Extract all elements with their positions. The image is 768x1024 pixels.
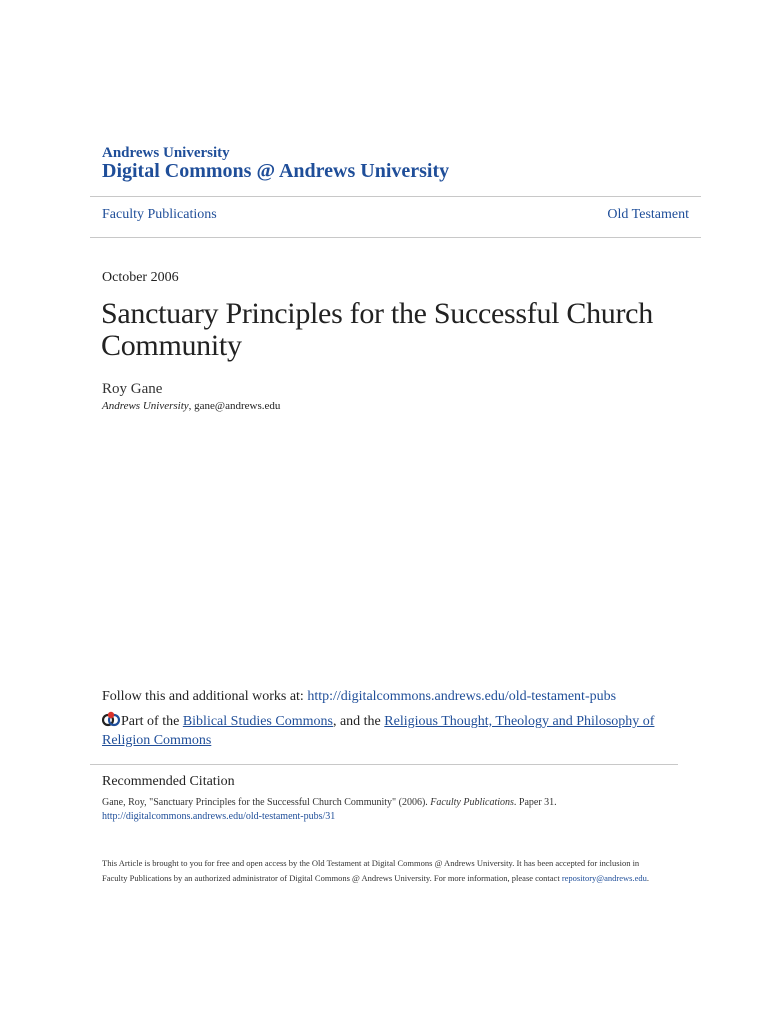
header-divider-bottom — [90, 237, 701, 238]
religious-thought-commons-link[interactable]: Religious Thought, Theology and Philosophy of Religion Commons — [102, 714, 655, 748]
header-divider-top — [90, 196, 701, 197]
institution-name: Andrews University — [102, 145, 230, 161]
citation-paper: . Paper 31. — [513, 797, 557, 808]
citation-series: Faculty Publications — [430, 797, 514, 808]
citation-block — [102, 796, 682, 824]
part-of-prefix: Part of the — [121, 714, 183, 729]
author-affiliation — [102, 400, 280, 412]
affiliation-institution: Andrews University — [102, 400, 189, 412]
citation-text: Gane, Roy, "Sanctuary Principles for the Successful Church Community" (2006). — [102, 797, 431, 808]
follow-url-link[interactable]: http://digitalcommons.andrews.edu/old-testament-pubs — [307, 689, 617, 704]
access-notice-end: . — [646, 873, 649, 883]
repository-name[interactable]: Digital Commons @ Andrews University — [102, 160, 450, 182]
article-title: Sanctuary Principles for the Successful Church Community — [101, 297, 653, 362]
part-of-middle: , and the — [332, 714, 385, 729]
faculty-publications-link[interactable]: Faculty Publications — [102, 207, 217, 222]
citation-divider — [90, 764, 678, 765]
affiliation-email: , gane@andrews.edu — [188, 400, 281, 412]
access-notice — [102, 856, 662, 886]
access-notice-text: This Article is brought to you for free and open access by the Old Testament at Digital Commons @ Andrews University. It has been accepted for inclusion in Faculty Publications by an authorized administrator of Digital Commons @ Andrews University. For more information, please contact — [102, 858, 640, 883]
repository-email-link[interactable]: repository@andrews.edu — [561, 873, 647, 883]
publication-date: October 2006 — [102, 270, 179, 285]
part-of-line — [102, 711, 692, 750]
old-testament-link[interactable]: Old Testament — [607, 207, 689, 222]
network-commons-icon — [102, 711, 120, 727]
biblical-studies-commons-link[interactable]: Biblical Studies Commons — [182, 714, 333, 729]
follow-label: Follow this and additional works at: — [102, 689, 308, 704]
author-name: Roy Gane — [102, 381, 163, 397]
citation-url-link[interactable]: http://digitalcommons.andrews.edu/old-testament-pubs/31 — [102, 811, 336, 822]
recommended-citation-heading: Recommended Citation — [102, 774, 235, 789]
follow-line — [102, 689, 692, 705]
